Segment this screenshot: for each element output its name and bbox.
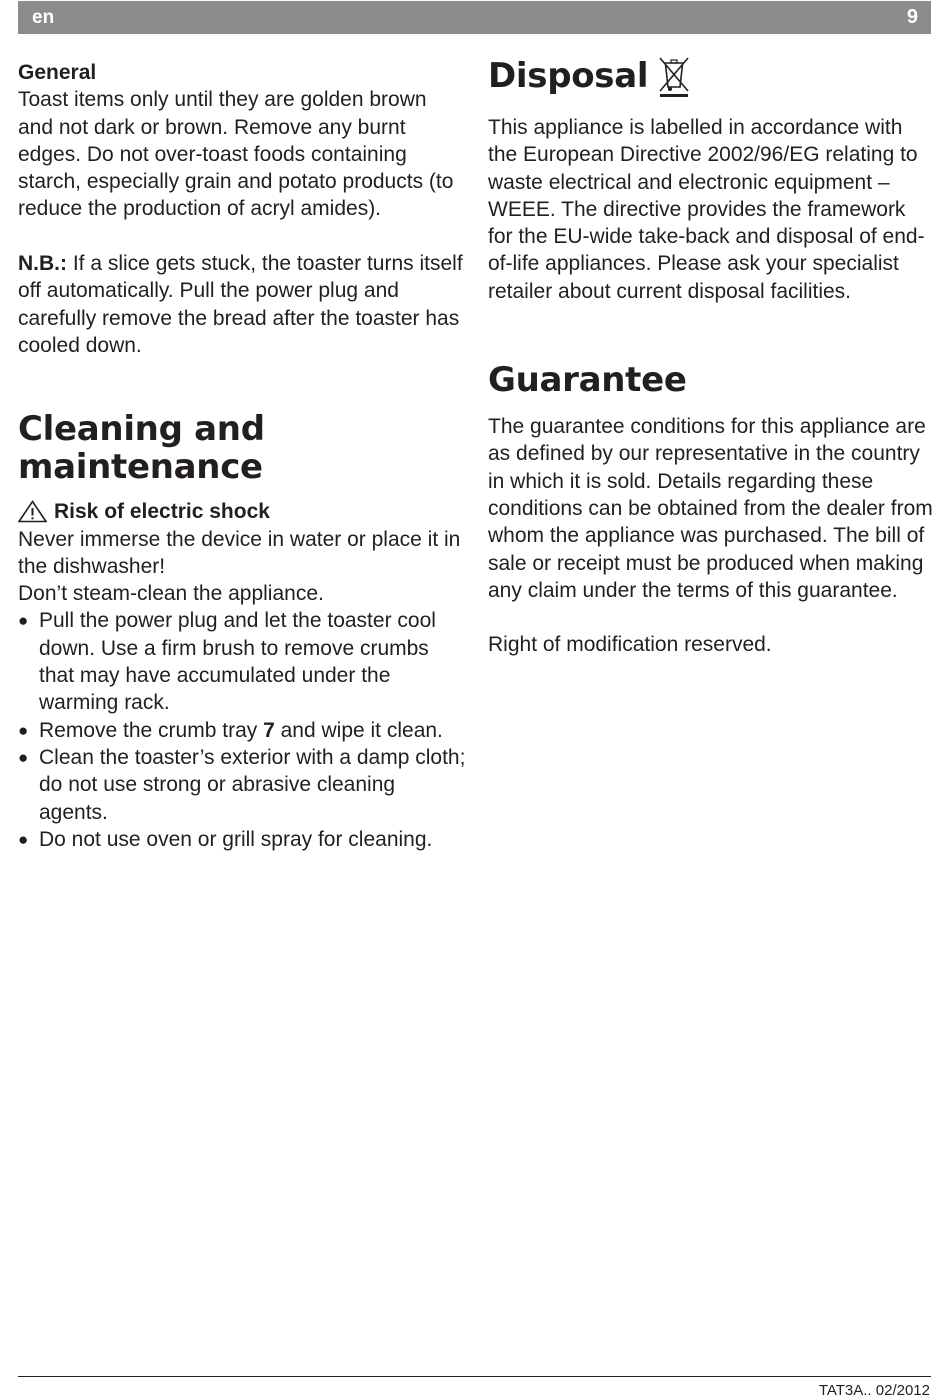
disposal-section: [488, 54, 933, 305]
list-item-text: Pull the power plug and let the toaster cool down. Use a firm brush to remove crumbs that may have accumulated under the warming rack.: [39, 609, 436, 715]
language-code: en: [32, 7, 55, 28]
list-item: [18, 826, 466, 853]
cleaning-title: Cleaning and maintenance: [18, 409, 265, 488]
bullet-icon: ●: [18, 747, 29, 767]
disposal-heading: [488, 54, 933, 98]
list-item-text: Clean the toaster’s exterior with a damp cloth; do not use strong or abrasive cleaning agents.: [39, 745, 466, 824]
list-item: [18, 717, 466, 744]
warning-heading: [18, 498, 466, 525]
footer-rule: [18, 1376, 931, 1377]
bullet-icon: ●: [18, 829, 29, 849]
list-item: [18, 744, 466, 826]
list-item-text: Do not use oven or grill spray for cleaning.: [39, 827, 433, 851]
warning-triangle-icon: [18, 500, 47, 523]
footer-model-code: TAT3A.. 02/2012: [818, 1382, 930, 1399]
guarantee-section: [488, 361, 933, 659]
bullet-icon: ●: [18, 611, 29, 631]
list-item-text: Remove the crumb tray: [39, 718, 264, 742]
disposal-title: Disposal: [488, 56, 649, 96]
cleaning-section: [18, 410, 466, 853]
guarantee-paragraph: The guarantee conditions for this appliance are as defined by our representative in the country in which it is sold. Details regarding these conditions can be obtained from the dealer from whom the appliance was purchased. The bill of sale or receipt must be produced when making any claim under the terms of this guarantee.: [488, 415, 933, 602]
warning-title: Risk of electric shock: [54, 500, 270, 524]
crossed-out-wheelie-bin-icon: [656, 54, 692, 98]
guarantee-title: Guarantee: [488, 360, 687, 401]
warning-line-2: Don’t steam-clean the appliance.: [18, 582, 324, 606]
bullet-icon: ●: [18, 720, 29, 740]
note-text: If a slice gets stuck, the toaster turns itself off automatically. Pull the power plug and carefully remove the bread after the toaster has cooled down.: [18, 252, 463, 357]
disposal-paragraph: This appliance is labelled in accordance with the European Directive 2002/96/EG relating to waste electrical and electronic equipment – WEEE. The directive provides the framework for the EU-wide take-back and disposal of end-of-life appliances. Please ask your specialist retailer about current disposal facilities.: [488, 116, 925, 303]
general-section: [18, 59, 466, 359]
note-paragraph: [18, 250, 466, 359]
cleaning-steps-list: [18, 607, 466, 853]
general-heading: General: [18, 61, 97, 84]
warning-line-1: Never immerse the device in water or place it in the dishwasher!: [18, 527, 461, 578]
page-number: 9: [906, 6, 918, 28]
part-number: 7: [263, 718, 275, 742]
list-item: [18, 607, 466, 716]
right-column: [488, 54, 933, 659]
note-label: N.B.:: [18, 252, 67, 276]
list-item-text-end: and wipe it clean.: [274, 718, 443, 742]
left-column: [18, 59, 466, 853]
general-paragraph: Toast items only until they are golden brown and not dark or brown. Remove any burnt edges. Do not over-toast foods containing starch, especially grain and potato products (to reduce the production of acryl amides).: [18, 88, 454, 221]
header-bar: [18, 1, 931, 34]
modification-notice: Right of modification reserved.: [488, 633, 772, 657]
